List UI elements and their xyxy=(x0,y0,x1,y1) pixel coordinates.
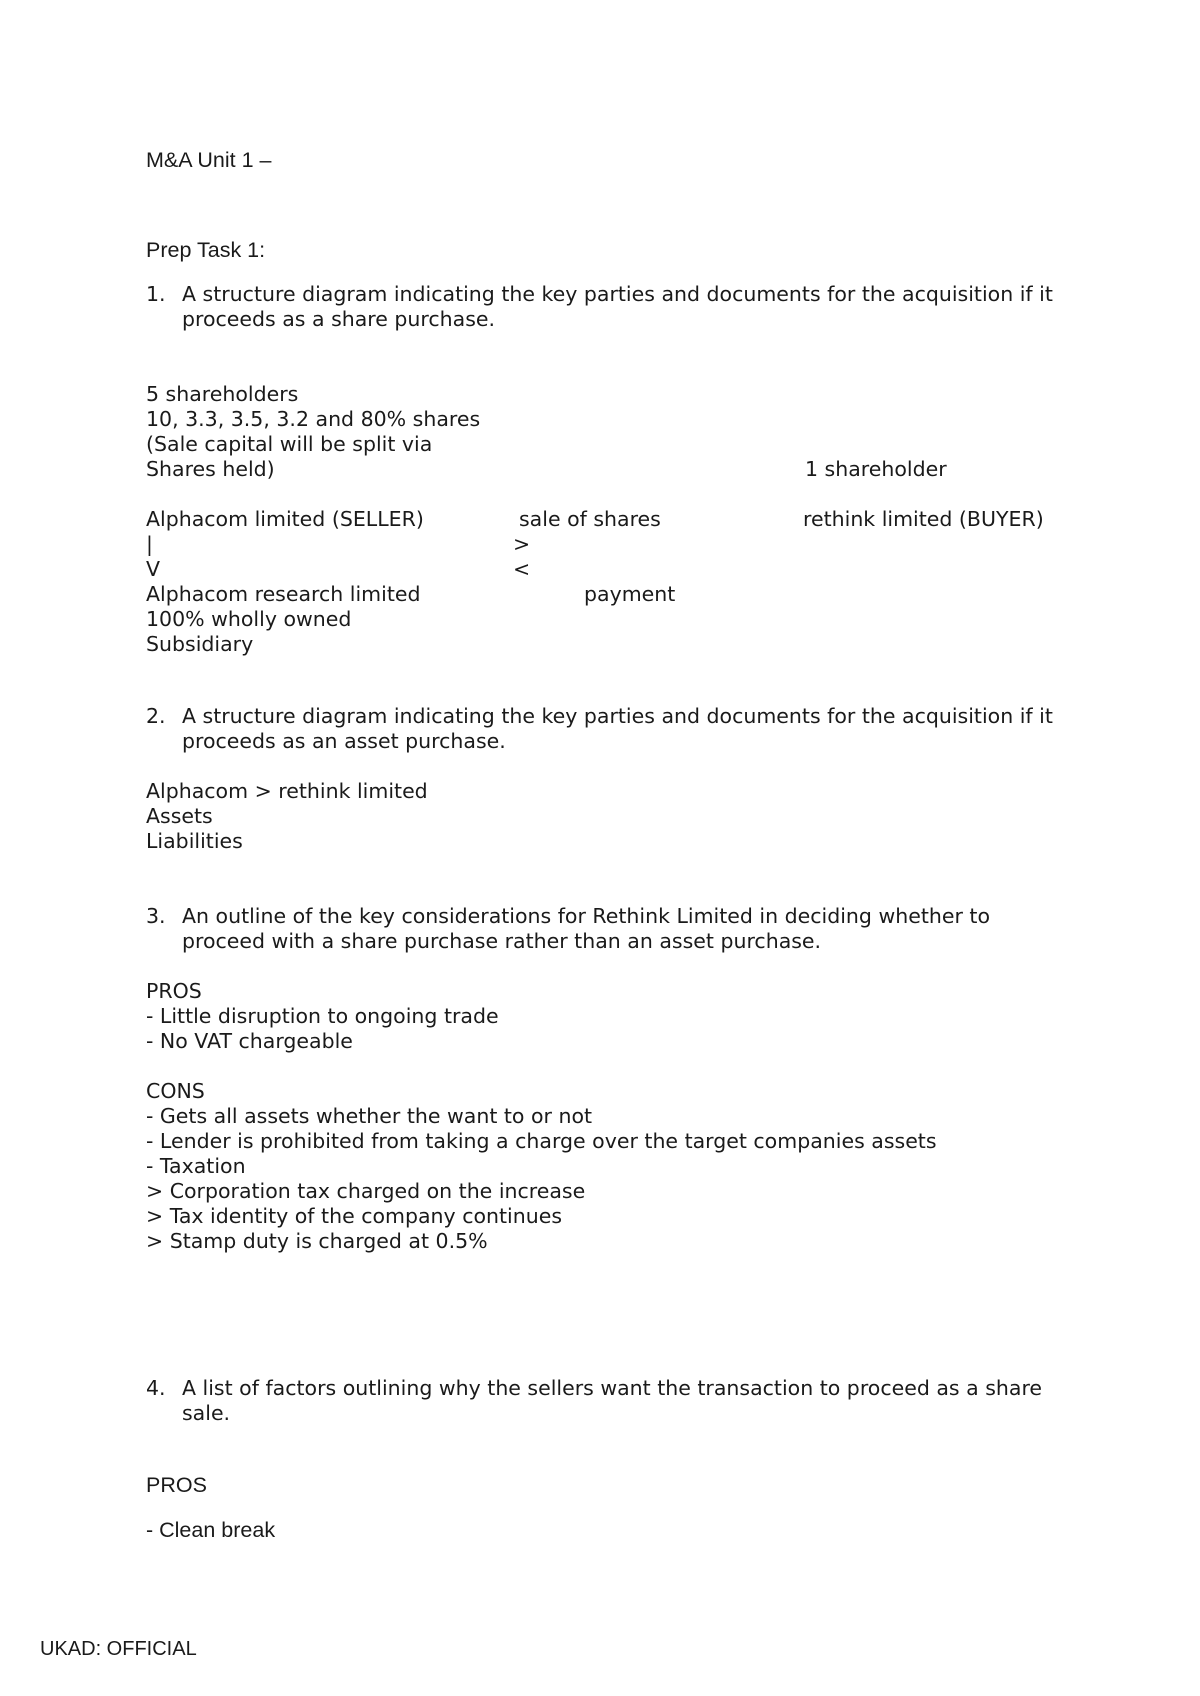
arrow-right: > xyxy=(513,532,531,556)
ownership-note: 100% wholly owned xyxy=(146,607,352,631)
item-4-text: A list of factors outlining why the sellers want the transaction to proceed as a share sale. xyxy=(182,1376,1043,1425)
subsidiary-company: Alphacom research limited xyxy=(146,582,421,606)
assets-label: Assets xyxy=(146,804,213,828)
cons-item: - Lender is prohibited from taking a charge over the target companies assets xyxy=(146,1129,937,1153)
item-3-text: An outline of the key considerations for Rethink Limited in deciding whether to proceed with a share purchase rather than an asset purchase. xyxy=(182,904,990,953)
cons-subitem: > Corporation tax charged on the increase xyxy=(146,1179,586,1203)
item-2-text: A structure diagram indicating the key parties and documents for the acquisition if it proceeds as an asset purchase. xyxy=(182,704,1053,753)
asset-transfer-line: Alphacom > rethink limited xyxy=(146,779,428,803)
classification-footer: UKAD: OFFICIAL xyxy=(40,1638,197,1660)
cons-item: - Gets all assets whether the want to or not xyxy=(146,1104,593,1128)
share-split: 10, 3.3, 3.5, 3.2 and 80% shares xyxy=(146,407,481,431)
document-title: M&A Unit 1 – xyxy=(146,148,272,172)
prep-task-heading: Prep Task 1: xyxy=(146,238,266,262)
cons-subitem: > Stamp duty is charged at 0.5% xyxy=(146,1229,488,1253)
pros-item: - Little disruption to ongoing trade xyxy=(146,1004,499,1028)
subsidiary-label: Subsidiary xyxy=(146,632,254,656)
pipe-connector: | xyxy=(146,532,153,556)
cons-heading: CONS xyxy=(146,1079,205,1103)
cons-item: - Taxation xyxy=(146,1154,246,1178)
seller-pros-item: - Clean break xyxy=(146,1518,276,1542)
buyer-shareholders: 1 shareholder xyxy=(805,457,947,481)
item-4-number: 4. xyxy=(146,1376,166,1400)
item-3-number: 3. xyxy=(146,904,166,928)
sale-note-2: Shares held) xyxy=(146,457,275,481)
pros-heading: PROS xyxy=(146,979,202,1003)
seller-shareholders: 5 shareholders xyxy=(146,382,299,406)
sale-of-shares-label: sale of shares xyxy=(519,507,661,531)
pros-item: - No VAT chargeable xyxy=(146,1029,353,1053)
cons-subitem: > Tax identity of the company continues xyxy=(146,1204,563,1228)
seller-pros-heading: PROS xyxy=(146,1473,207,1497)
item-2-number: 2. xyxy=(146,704,166,728)
arrow-left: < xyxy=(513,557,531,581)
item-1-text: A structure diagram indicating the key parties and documents for the acquisition if it proceeds as a share purchase. xyxy=(182,282,1053,331)
seller-company: Alphacom limited (SELLER) xyxy=(146,507,424,531)
sale-note-1: (Sale capital will be split via xyxy=(146,432,433,456)
payment-label: payment xyxy=(584,582,676,606)
item-1-number: 1. xyxy=(146,282,166,306)
liabilities-label: Liabilities xyxy=(146,829,243,853)
arrow-down: V xyxy=(146,557,161,581)
buyer-company: rethink limited (BUYER) xyxy=(803,507,1044,531)
